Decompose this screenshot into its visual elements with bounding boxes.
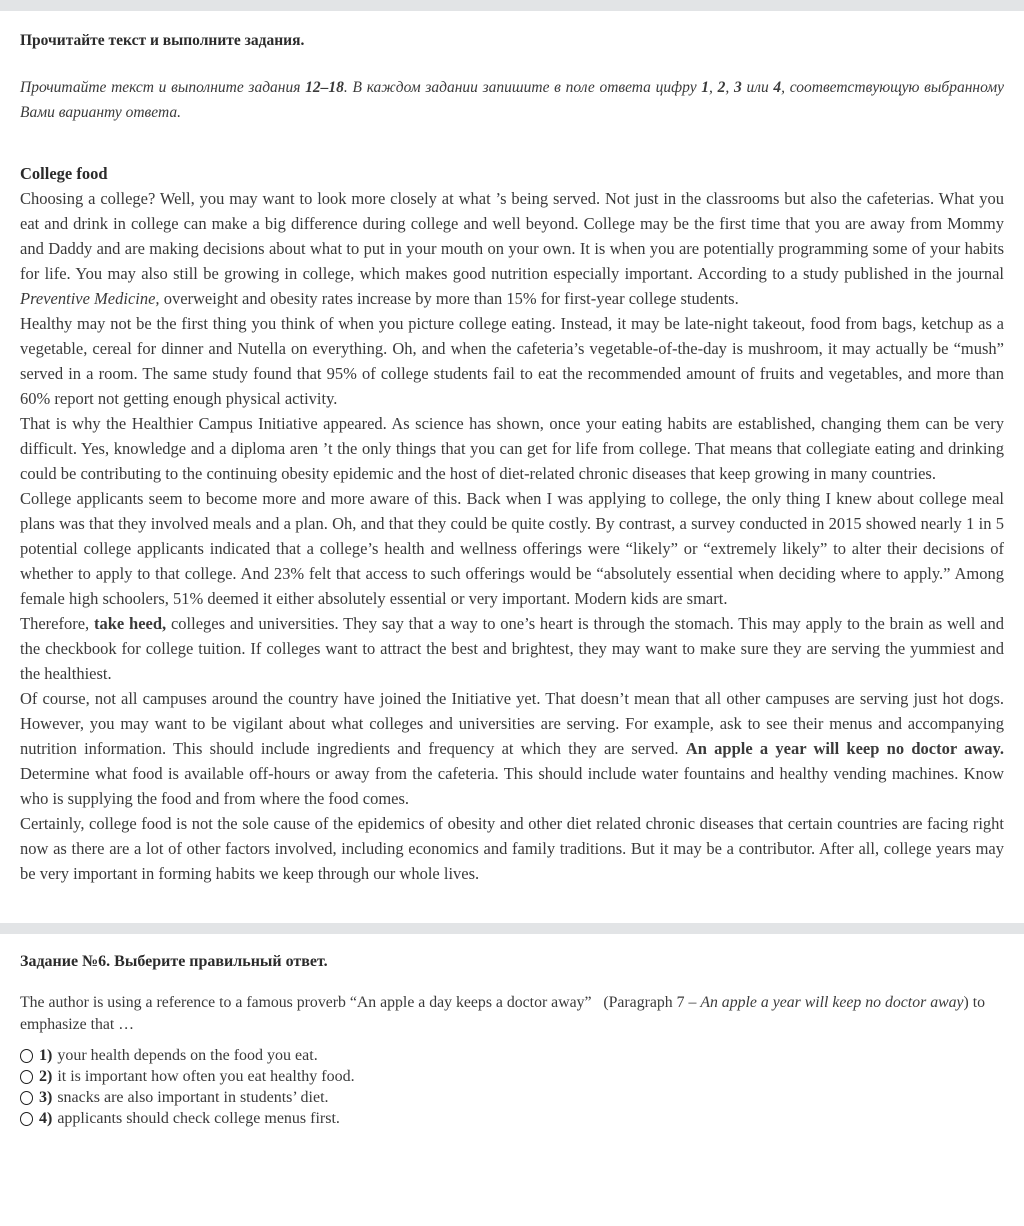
question-text: The author is using a reference to a famous proverb “An apple a day keeps a doctor away” (Paragraph 7 – An apple a year will keep no doctor away) to emphasize that … [20, 994, 986, 1033]
option-text: it is important how often you eat healthy food. [57, 1067, 355, 1085]
instructions-subtitle: Прочитайте текст и выполните задания 12–18. В каждом задании запишите в поле ответа цифру 1, 2, 3 или 4, соответствующую выбранному Вами варианту ответа. [20, 79, 1005, 121]
option-number: 3) [39, 1088, 53, 1106]
article-title: College food [20, 164, 108, 183]
article-paragraph: Of course, not all campuses around the country have joined the Initiative yet. That doesn’t mean that all other campuses are serving just hot dogs. However, you may want to be vigilant about what colleges and universities are serving. For example, ask to see their menus and accompanying nutrition information. This should include ingredients and frequency at which they are served. An apple a year will keep no doctor away. Determine what food is available off-hours or away from the cafeteria. This should include water fountains and healthy vending machines. Know who is supplying the food and from where the food comes. [20, 689, 1005, 808]
answer-option[interactable] [20, 1108, 1004, 1129]
article-paragraph: Certainly, college food is not the sole cause of the epidemics of obesity and other diet related chronic diseases that certain countries are facing right now as there are a lot of other factors involved, including economics and family traditions. But it may be a contributor. After all, college years may be very important in forming habits we keep through our whole lives. [20, 814, 1004, 883]
article-paragraph: Healthy may not be the first thing you think of when you picture college eating. Instead, it may be late-night takeout, food from bags, ketchup as a vegetable, cereal for dinner and Nutella on everything. Oh, and when the cafeteria’s vegetable-of-the-day is mushroom, it may actually be “mush” served in a room. The same study found that 95% of college students fail to eat the recommended amount of fruits and vegetables, and more than 60% report not getting enough physical activity. [20, 314, 1004, 408]
answer-option[interactable] [20, 1045, 1004, 1066]
article-paragraph: Therefore, take heed, colleges and universities. They say that a way to one’s heart is through the stomach. This may apply to the brain as well and the checkbook for college tuition. If colleges want to attract the best and brightest, they may want to make sure they are serving the yummiest and the healthiest. [20, 614, 1004, 683]
option-number: 2) [39, 1067, 53, 1085]
article-paragraph: That is why the Healthier Campus Initiative appeared. As science has shown, once your eating habits are established, changing them can be very difficult. Yes, knowledge and a diploma aren ’t the only things that you can get for life from college. That means that collegiate eating and drinking could be contributing to the continuing obesity epidemic and the host of diet-related chronic diseases that keep growing in many countries. [20, 414, 1004, 483]
option-text: your health depends on the food you eat. [57, 1046, 318, 1064]
answer-option[interactable] [20, 1066, 1004, 1087]
article-paragraph: Choosing a college? Well, you may want to look more closely at what ’s being served. Not just in the classrooms but also the cafeterias. What you eat and drink in college can make a big difference during college and well beyond. College may be the first time that you are away from Mommy and Daddy and are making decisions about what to put in your mouth on your own. It is when you are potentially programming some of your habits for life. You may also still be growing in college, which makes good nutrition especially important. According to a study published in the journal Preventive Medicine, overweight and obesity rates increase by more than 15% for first-year college students. [20, 189, 1004, 308]
answer-options [20, 1045, 1004, 1175]
task-section [0, 951, 1024, 1175]
reading-section [0, 30, 1024, 886]
top-divider-bar [0, 0, 1024, 11]
task-heading: Задание №6. Выберите правильный ответ. [20, 953, 328, 970]
radio-button-icon[interactable] [20, 1049, 33, 1063]
radio-button-icon[interactable] [20, 1091, 33, 1105]
instructions-heading: Прочитайте текст и выполните задания. [20, 32, 305, 49]
option-number: 1) [39, 1046, 53, 1064]
option-text: snacks are also important in students’ diet. [57, 1088, 329, 1106]
answer-option[interactable] [20, 1087, 1004, 1108]
article-body [20, 186, 1004, 886]
option-text: applicants should check college menus first. [57, 1109, 340, 1127]
section-divider-bar [0, 923, 1024, 934]
radio-button-icon[interactable] [20, 1070, 33, 1084]
article-paragraph: College applicants seem to become more and more aware of this. Back when I was applying to college, the only thing I knew about college meal plans was that they involved meals and a plan. Oh, and that they could be quite costly. By contrast, a survey conducted in 2015 showed nearly 1 in 5 potential college applicants indicated that a college’s health and wellness offerings were “likely” or “extremely likely” to alter their decisions of whether to apply to that college. And 23% felt that access to such offerings would be “absolutely essential when deciding where to apply.” Among female high schoolers, 51% deemed it either absolutely essential or very important. Modern kids are smart. [20, 489, 1004, 608]
option-number: 4) [39, 1109, 53, 1127]
radio-button-icon[interactable] [20, 1112, 33, 1126]
